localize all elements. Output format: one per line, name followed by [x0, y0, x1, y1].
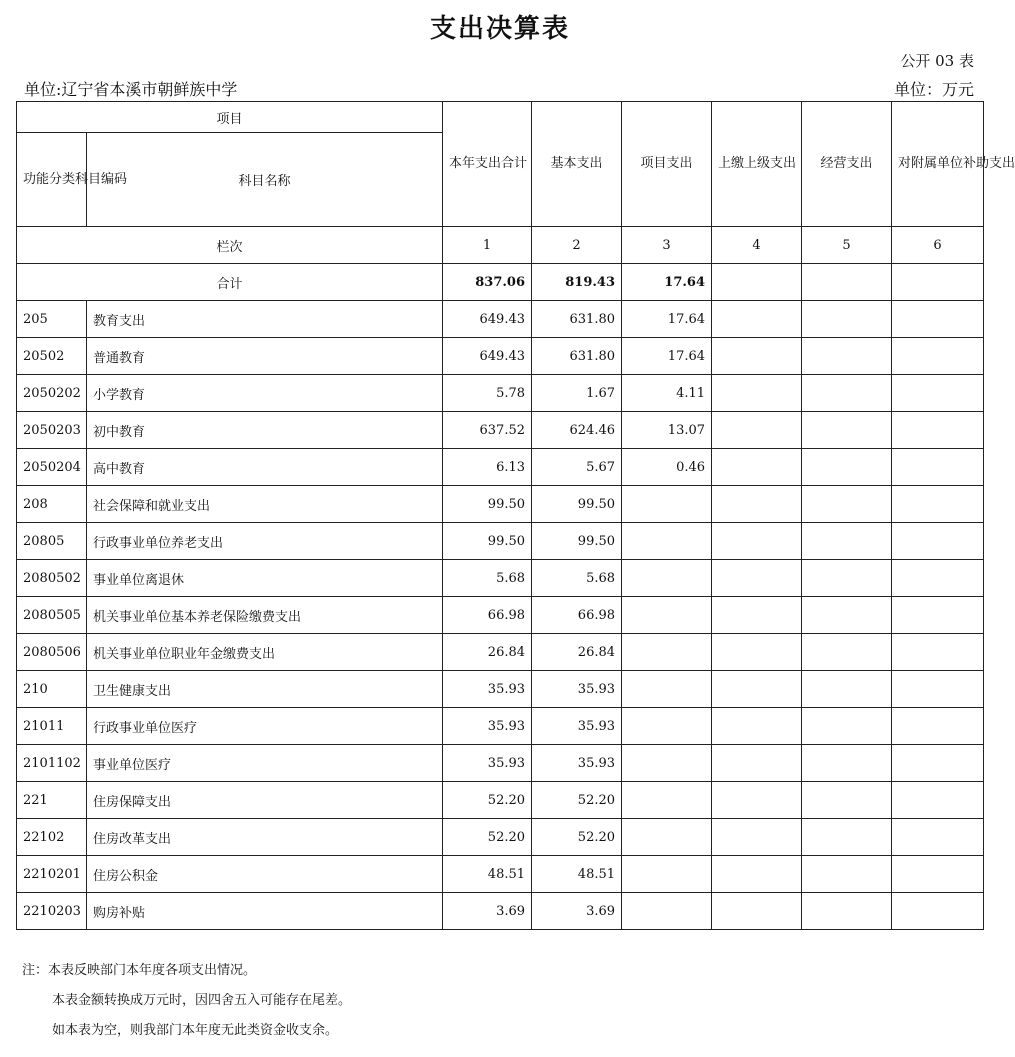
cell-proj — [622, 634, 712, 671]
cell-total: 99.50 — [443, 523, 532, 560]
cell-name: 住房改革支出 — [87, 819, 443, 856]
cell-code: 2080505 — [17, 597, 87, 634]
cell-proj: 17.64 — [622, 338, 712, 375]
cell-code: 2050203 — [17, 412, 87, 449]
cell-basic: 624.46 — [532, 412, 622, 449]
column-number: 4 — [712, 227, 802, 264]
cell-business — [802, 856, 892, 893]
cell-business — [802, 560, 892, 597]
cell-subsidy — [892, 523, 984, 560]
cell-code: 208 — [17, 486, 87, 523]
footnote: 注：本表反映部门本年度各项支出情况。 — [22, 963, 257, 978]
cell-code: 221 — [17, 782, 87, 819]
cell-proj — [622, 671, 712, 708]
cell-name: 购房补贴 — [87, 893, 443, 930]
cell-upper — [712, 338, 802, 375]
total-business — [802, 264, 892, 301]
cell-upper — [712, 893, 802, 930]
cell-total: 5.78 — [443, 375, 532, 412]
header-upper: 上缴上级支出 — [712, 102, 802, 227]
cell-proj — [622, 856, 712, 893]
cell-upper — [712, 745, 802, 782]
cell-subsidy — [892, 597, 984, 634]
cell-upper — [712, 412, 802, 449]
cell-basic: 35.93 — [532, 708, 622, 745]
cell-business — [802, 486, 892, 523]
cell-subsidy — [892, 671, 984, 708]
cell-subsidy — [892, 301, 984, 338]
table-row — [17, 486, 984, 523]
cell-total: 649.43 — [443, 338, 532, 375]
total-upper — [712, 264, 802, 301]
cell-upper — [712, 301, 802, 338]
header-basic: 基本支出 — [532, 102, 622, 227]
cell-subsidy — [892, 745, 984, 782]
cell-code: 2101102 — [17, 745, 87, 782]
cell-proj — [622, 486, 712, 523]
cell-upper — [712, 671, 802, 708]
cell-code: 22102 — [17, 819, 87, 856]
cell-basic: 26.84 — [532, 634, 622, 671]
cell-name: 行政事业单位医疗 — [87, 708, 443, 745]
cell-business — [802, 708, 892, 745]
cell-basic: 48.51 — [532, 856, 622, 893]
cell-proj — [622, 819, 712, 856]
cell-basic: 52.20 — [532, 782, 622, 819]
table-row — [17, 819, 984, 856]
cell-basic: 631.80 — [532, 338, 622, 375]
cell-code: 20805 — [17, 523, 87, 560]
cell-upper — [712, 819, 802, 856]
cell-name: 小学教育 — [87, 375, 443, 412]
header-project: 项目 — [17, 102, 443, 133]
cell-name: 教育支出 — [87, 301, 443, 338]
footnotes — [22, 956, 351, 1046]
cell-basic: 5.68 — [532, 560, 622, 597]
cell-subsidy — [892, 412, 984, 449]
cell-name: 机关事业单位职业年金缴费支出 — [87, 634, 443, 671]
total-label: 合计 — [17, 264, 443, 301]
cell-name: 初中教育 — [87, 412, 443, 449]
cell-code: 2050202 — [17, 375, 87, 412]
total-subsidy — [892, 264, 984, 301]
table-row — [17, 449, 984, 486]
cell-business — [802, 671, 892, 708]
cell-total: 52.20 — [443, 819, 532, 856]
total-project: 17.64 — [622, 264, 712, 301]
cell-name: 事业单位医疗 — [87, 745, 443, 782]
cell-subsidy — [892, 893, 984, 930]
cell-basic: 52.20 — [532, 819, 622, 856]
cell-upper — [712, 634, 802, 671]
header-name: 科目名称 — [87, 133, 443, 227]
table-row — [17, 671, 984, 708]
cell-subsidy — [892, 634, 984, 671]
footnote: 如本表为空，则我部门本年度无此类资金收支余。 — [52, 1023, 339, 1038]
cell-business — [802, 449, 892, 486]
cell-name: 住房保障支出 — [87, 782, 443, 819]
column-number: 6 — [892, 227, 984, 264]
cell-upper — [712, 782, 802, 819]
cell-total: 649.43 — [443, 301, 532, 338]
column-number-label: 栏次 — [17, 227, 443, 264]
cell-total: 26.84 — [443, 634, 532, 671]
cell-basic: 66.98 — [532, 597, 622, 634]
table-row — [17, 634, 984, 671]
cell-upper — [712, 375, 802, 412]
cell-proj — [622, 523, 712, 560]
cell-upper — [712, 597, 802, 634]
cell-basic: 631.80 — [532, 301, 622, 338]
cell-business — [802, 745, 892, 782]
cell-total: 6.13 — [443, 449, 532, 486]
cell-basic: 1.67 — [532, 375, 622, 412]
cell-code: 2210203 — [17, 893, 87, 930]
cell-subsidy — [892, 486, 984, 523]
total-row — [17, 264, 984, 301]
cell-basic: 5.67 — [532, 449, 622, 486]
cell-basic: 3.69 — [532, 893, 622, 930]
cell-name: 高中教育 — [87, 449, 443, 486]
header-total: 本年支出合计 — [443, 102, 532, 227]
cell-subsidy — [892, 375, 984, 412]
cell-business — [802, 301, 892, 338]
table-row — [17, 301, 984, 338]
footnote: 本表金额转换成万元时，因四舍五入可能存在尾差。 — [52, 993, 352, 1008]
cell-business — [802, 338, 892, 375]
column-number: 3 — [622, 227, 712, 264]
cell-business — [802, 412, 892, 449]
cell-upper — [712, 523, 802, 560]
cell-code: 2080506 — [17, 634, 87, 671]
cell-subsidy — [892, 560, 984, 597]
cell-proj — [622, 745, 712, 782]
column-number: 5 — [802, 227, 892, 264]
cell-subsidy — [892, 782, 984, 819]
cell-business — [802, 375, 892, 412]
cell-code: 2080502 — [17, 560, 87, 597]
cell-total: 637.52 — [443, 412, 532, 449]
table-row — [17, 893, 984, 930]
cell-business — [802, 819, 892, 856]
cell-name: 行政事业单位养老支出 — [87, 523, 443, 560]
table-row — [17, 523, 984, 560]
table-row — [17, 338, 984, 375]
cell-proj: 17.64 — [622, 301, 712, 338]
cell-code: 205 — [17, 301, 87, 338]
cell-code: 210 — [17, 671, 87, 708]
table-row — [17, 782, 984, 819]
cell-total: 35.93 — [443, 708, 532, 745]
cell-subsidy — [892, 856, 984, 893]
cell-code: 20502 — [17, 338, 87, 375]
cell-upper — [712, 486, 802, 523]
table-row — [17, 597, 984, 634]
table-row — [17, 745, 984, 782]
cell-name: 卫生健康支出 — [87, 671, 443, 708]
cell-name: 住房公积金 — [87, 856, 443, 893]
cell-business — [802, 597, 892, 634]
cell-total: 66.98 — [443, 597, 532, 634]
cell-basic: 99.50 — [532, 486, 622, 523]
total-basic: 819.43 — [532, 264, 622, 301]
table-row — [17, 856, 984, 893]
table-row — [17, 375, 984, 412]
cell-proj — [622, 708, 712, 745]
column-number: 2 — [532, 227, 622, 264]
cell-proj: 0.46 — [622, 449, 712, 486]
cell-upper — [712, 708, 802, 745]
cell-code: 21011 — [17, 708, 87, 745]
cell-total: 99.50 — [443, 486, 532, 523]
cell-name: 事业单位离退休 — [87, 560, 443, 597]
cell-proj — [622, 893, 712, 930]
expenditure-table — [16, 101, 1015, 930]
cell-total: 3.69 — [443, 893, 532, 930]
cell-name: 机关事业单位基本养老保险缴费支出 — [87, 597, 443, 634]
total-sum: 837.06 — [443, 264, 532, 301]
cell-total: 35.93 — [443, 671, 532, 708]
cell-total: 35.93 — [443, 745, 532, 782]
cell-basic: 99.50 — [532, 523, 622, 560]
cell-subsidy — [892, 819, 984, 856]
page-title: 支出决算表 — [429, 14, 570, 44]
cell-upper — [712, 856, 802, 893]
cell-subsidy — [892, 338, 984, 375]
cell-basic: 35.93 — [532, 745, 622, 782]
cell-code: 2210201 — [17, 856, 87, 893]
cell-business — [802, 893, 892, 930]
table-row — [17, 708, 984, 745]
cell-basic: 35.93 — [532, 671, 622, 708]
currency-unit: 单位：万元 — [893, 80, 974, 99]
cell-proj: 13.07 — [622, 412, 712, 449]
cell-total: 52.20 — [443, 782, 532, 819]
table-row — [17, 560, 984, 597]
cell-proj — [622, 782, 712, 819]
cell-subsidy — [892, 708, 984, 745]
header-code: 功能分类科目编码 — [17, 133, 87, 227]
cell-total: 5.68 — [443, 560, 532, 597]
cell-upper — [712, 449, 802, 486]
column-number-row — [17, 227, 984, 264]
cell-business — [802, 634, 892, 671]
cell-business — [802, 782, 892, 819]
table-row — [17, 412, 984, 449]
cell-subsidy — [892, 449, 984, 486]
cell-proj — [622, 560, 712, 597]
header-business: 经营支出 — [802, 102, 892, 227]
cell-business — [802, 523, 892, 560]
cell-name: 普通教育 — [87, 338, 443, 375]
cell-name: 社会保障和就业支出 — [87, 486, 443, 523]
cell-total: 48.51 — [443, 856, 532, 893]
cell-proj: 4.11 — [622, 375, 712, 412]
header-project-expense: 项目支出 — [622, 102, 712, 227]
cell-proj — [622, 597, 712, 634]
reporting-unit: 单位:辽宁省本溪市朝鲜族中学 — [24, 80, 238, 99]
cell-code: 2050204 — [17, 449, 87, 486]
column-number: 1 — [443, 227, 532, 264]
cell-upper — [712, 560, 802, 597]
table-number: 公开 03 表 — [900, 52, 974, 70]
header-subsidy: 对附属单位补助支出 — [892, 102, 984, 227]
